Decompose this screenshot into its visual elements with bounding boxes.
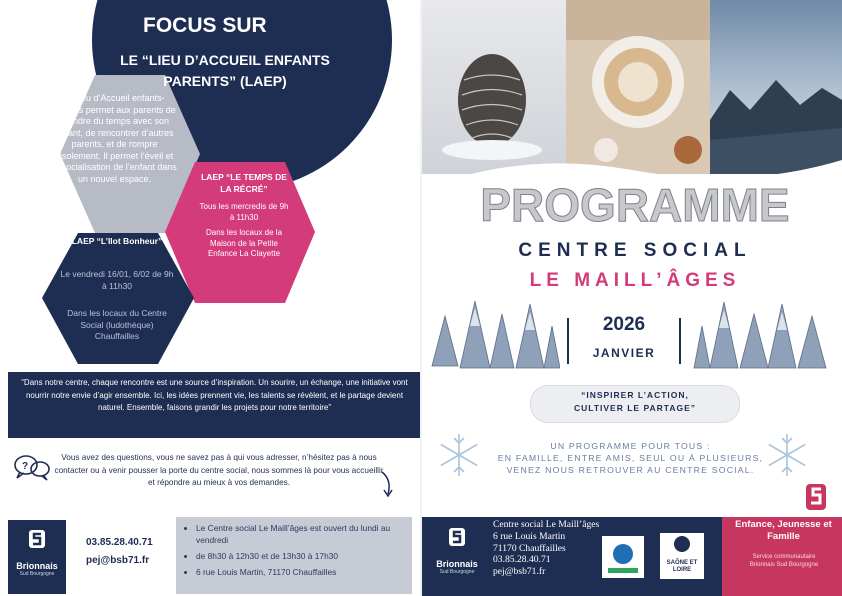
hex-recre-where: Dans les locaux de la Maison de la Petite Enfance La Clayette [205, 228, 283, 258]
trees-left-icon [430, 296, 560, 376]
maillages-heading: LE MAILL’ÂGES [529, 270, 741, 291]
address-email[interactable]: pej@bsb71.fr [493, 566, 546, 578]
caf-logo-icon [602, 536, 644, 578]
logo-name: Brionnais [16, 561, 58, 571]
prog-line-2: EN FAMILLE, ENTRE AMIS, SEUL OU À PLUSIEURS, [497, 453, 764, 463]
caf-logo [602, 536, 644, 578]
address-line: Centre social Le Maill’âges [493, 519, 600, 530]
brionnais-logo-left [8, 520, 66, 594]
slogan-text [530, 389, 740, 415]
address-phone[interactable]: 03.85.28.40.71 [493, 554, 551, 566]
snowflake-left-icon [436, 432, 482, 478]
quote-text: “Dans notre centre, chaque rencontre est une source d’inspiration. Un sourire, un échange, une initiative vont nourrir notre envie d’agir ensemble. Ici, les idées prennent vie, les talents se révèlent, et le partage devient naturel. Ensemble, faisons grandir les projets pour notre territoire” [21, 378, 408, 413]
trees-right-icon [690, 296, 830, 376]
saone-loire-icon [660, 533, 704, 555]
hex-recre-title: LAEP “LE TEMPS DE LA RÉCRÉ” [201, 172, 287, 194]
hex-ilot-when: Le vendredi 16/01, 6/02 de 9h à 11h30 [60, 269, 174, 291]
pinecone-photo [422, 0, 566, 174]
logo-name: Brionnais [436, 559, 478, 569]
hex-intro-text: Le lieu d’Accueil enfants-parents permet aux parents de prendre du temps avec son enfant, de rencontrer d’autres parents, et de rompre l’isolement. Il permet l’éveil et la socialisation de l’enfant dans un nouvel espace. [52, 93, 177, 184]
address-line: 71170 Chauffailles [493, 542, 566, 554]
hex-recre-when: Tous les mercredis de 9h à 11h30 [199, 202, 289, 222]
phone-number[interactable]: 03.85.28.40.71 [86, 537, 153, 548]
questions-text: Vous avez des questions, vous ne savez pas à qui vous adresser, n’hésitez pas à nous contacter ou à venir pousser la porte du centre social, nous sommes là pour vous accueillir et répondre au mieux à vos demandes. [54, 453, 384, 487]
forest-photo [710, 0, 842, 174]
programme-tous-text [478, 440, 783, 476]
brionnais-logo-icon [8, 520, 66, 564]
speech-bubbles-icon [12, 453, 52, 483]
footer-address [493, 519, 599, 578]
date-bar-right [679, 318, 681, 364]
info-item-hours: • Le Centre social Le Maill’âges est ouvert du lundi au vendredi [196, 522, 418, 546]
hex-recre-body [198, 202, 290, 260]
prog-line-3: VENEZ NOUS RETROUVER AU CENTRE SOCIAL. [506, 465, 755, 475]
enfance-subtitle: Service communautaire Brionnais Sud Bourgogne [749, 554, 819, 568]
coffee-photo [566, 0, 710, 174]
centre-social-heading: CENTRE SOCIAL [518, 240, 752, 261]
hex-ilot-where: Dans les locaux du Centre Social (ludothèque) Chauffailles [67, 308, 167, 341]
email-link[interactable]: pej@bsb71.fr [86, 555, 150, 566]
saone-loire-label: SAÔNE ET LOIRE [666, 560, 698, 573]
enfance-title: Enfance, Jeunesse et Famille [735, 519, 832, 542]
hex-ilot-title: LAEP “L’Ilot Bonheur” [71, 236, 163, 246]
brionnais-logo-right [428, 522, 486, 592]
programme-title: PROGRAMME [480, 179, 790, 231]
arrow-down-icon [376, 470, 400, 500]
address-line: 6 rue Louis Martin [493, 530, 566, 542]
logo-sub: Sud Bourgogne [439, 569, 475, 575]
month-label: JANVIER [592, 346, 656, 360]
slogan-line-1: “INSPIRER L’ACTION, [581, 390, 689, 400]
svg-text:?: ? [22, 461, 29, 472]
logo-sub: Sud Bourgogne [19, 571, 55, 577]
date-bar-left [567, 318, 569, 364]
slogan-line-2: CULTIVER LE PARTAGE” [574, 403, 696, 413]
hex-ilot-shape [42, 233, 194, 364]
bsb-emblem-icon [806, 484, 826, 510]
focus-subtitle: LE “LIEU D’ACCUEIL ENFANTS PARENTS” (LAEP) [120, 52, 330, 89]
info-item-address: • 6 rue Louis Martin, 71170 Chauffailles [196, 566, 418, 578]
info-item-time: • de 8h30 à 12h30 et de 13h30 à 17h30 [196, 550, 418, 562]
year-label: 2026 [602, 314, 646, 335]
saone-loire-logo [660, 533, 704, 579]
prog-line-1: UN PROGRAMME POUR TOUS : [550, 441, 711, 451]
info-list [186, 522, 418, 582]
focus-title: FOCUS SUR [143, 14, 267, 37]
brionnais-logo-icon [428, 522, 486, 558]
